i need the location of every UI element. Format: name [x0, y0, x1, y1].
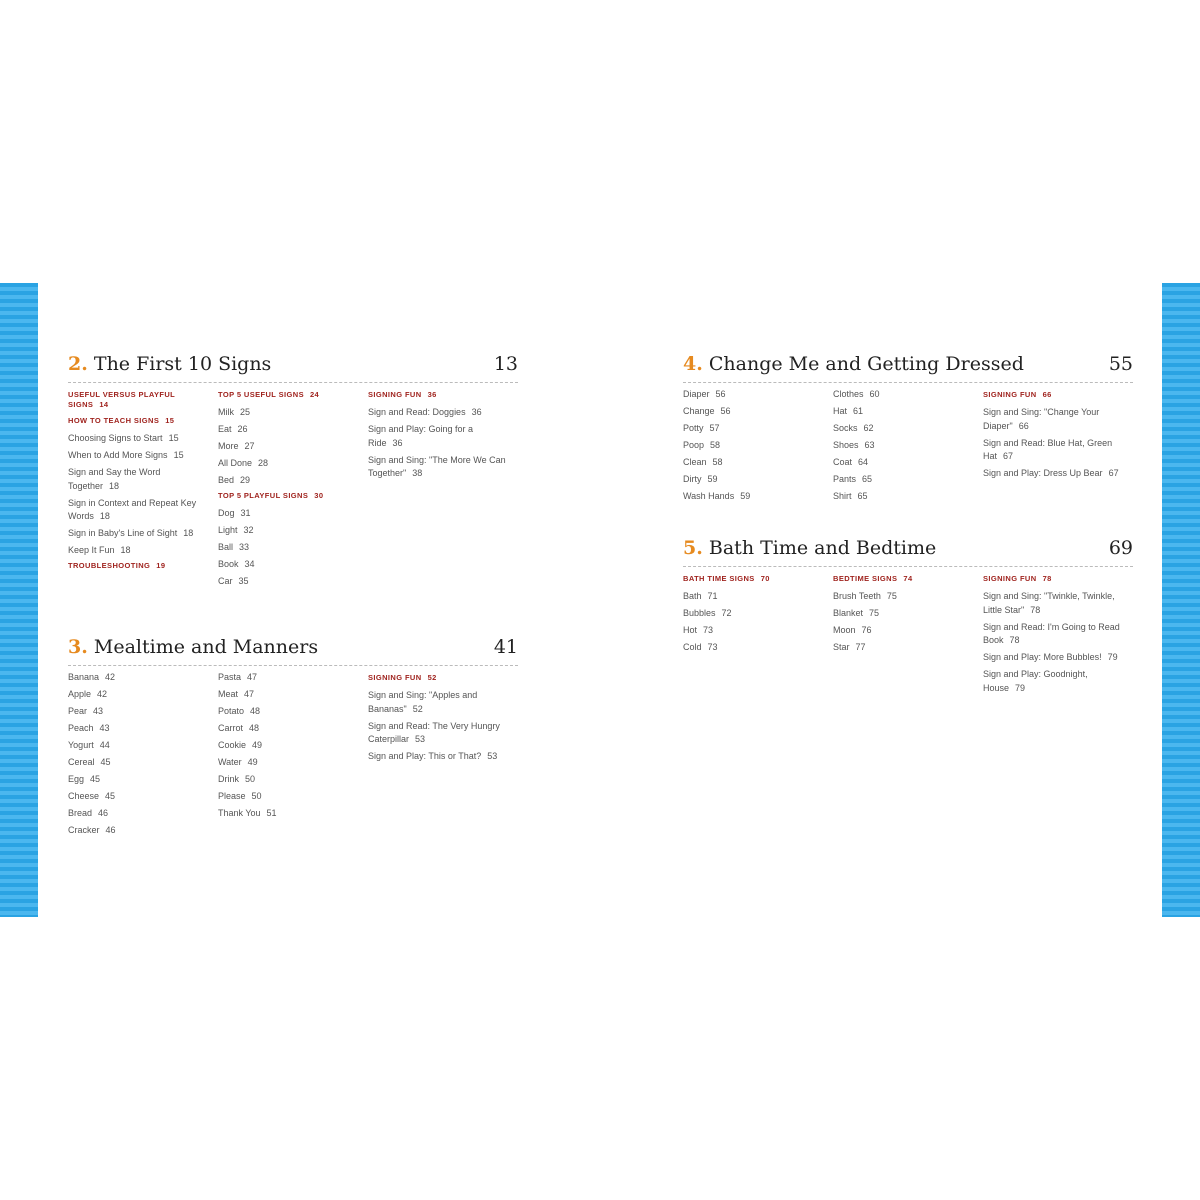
- toc-subheading[interactable]: [68, 416, 208, 426]
- toc-entry[interactable]: [368, 423, 508, 450]
- toc-entry-page: 52: [412, 703, 423, 714]
- toc-entry-page: 47: [244, 689, 255, 699]
- toc-subheading[interactable]: [683, 574, 823, 584]
- toc-entry-text: Sign and Read: The Very Hungry Caterpillar: [368, 720, 500, 744]
- toc-entry-page: 48: [250, 706, 261, 716]
- toc-entry[interactable]: [833, 590, 973, 604]
- chapter-heading: [683, 537, 1133, 567]
- toc-entry-text: TOP 5 USEFUL SIGNS: [218, 390, 304, 399]
- toc-entry-text: Bread: [68, 808, 93, 818]
- toc-entry-text: Bed: [218, 475, 235, 485]
- toc-entry-page: 63: [864, 440, 875, 450]
- toc-entry-page: 49: [247, 757, 258, 767]
- chapter-title-text: The First 10 Signs: [93, 353, 272, 375]
- toc-entry[interactable]: [833, 607, 973, 621]
- toc-entry-page: 26: [237, 424, 248, 434]
- toc-entry-text: Sign and Play: Dress Up Bear: [983, 468, 1103, 478]
- toc-entry[interactable]: [983, 651, 1123, 665]
- toc-column: [68, 671, 218, 841]
- toc-entry-text: Cookie: [218, 740, 247, 750]
- chapter-3: [68, 636, 518, 841]
- toc-entry[interactable]: [683, 456, 823, 470]
- toc-entry-page: 49: [252, 740, 263, 750]
- toc-entry-text: Brush Teeth: [833, 591, 881, 601]
- toc-entry-page: 53: [487, 751, 498, 761]
- toc-entry-page: 59: [740, 491, 751, 501]
- toc-entry-text: Dirty: [683, 474, 702, 484]
- toc-entry-text: Sign and Say the Word Together: [68, 467, 161, 491]
- toc-entry[interactable]: [368, 689, 508, 716]
- toc-entry[interactable]: [983, 406, 1123, 433]
- right-stripe-border: [1162, 283, 1200, 917]
- toc-entry-text: Sign and Read: I'm Going to Read Book: [983, 621, 1120, 645]
- chapter-number: 4.: [683, 353, 703, 375]
- toc-entry-page: 45: [90, 774, 101, 784]
- toc-entry-text: Ball: [218, 542, 234, 552]
- toc-entry-text: USEFUL VERSUS PLAYFUL SIGNS: [68, 390, 176, 409]
- toc-entry-text: TROUBLESHOOTING: [68, 561, 151, 570]
- toc-entry-page: 18: [120, 545, 131, 555]
- chapter-number: 5.: [683, 537, 703, 559]
- toc-entry-text: Keep It Fun: [68, 545, 115, 555]
- toc-entry-page: 66: [1042, 390, 1052, 399]
- toc-subheading[interactable]: [983, 390, 1123, 400]
- toc-subheading[interactable]: [218, 390, 358, 400]
- toc-entry[interactable]: [833, 456, 973, 470]
- toc-entry[interactable]: [68, 449, 208, 463]
- toc-entry-page: 34: [244, 559, 255, 569]
- toc-subheading[interactable]: [68, 390, 208, 410]
- toc-entry-text: All Done: [218, 458, 253, 468]
- toc-entry[interactable]: [218, 756, 358, 770]
- toc-entry-text: Meat: [218, 689, 239, 699]
- chapter-4: [683, 353, 1133, 507]
- toc-entry[interactable]: [218, 575, 358, 589]
- toc-entry-page: 59: [707, 474, 718, 484]
- toc-entry-page: 42: [105, 672, 116, 682]
- toc-entry[interactable]: [683, 590, 823, 604]
- toc-entry-text: Bubbles: [683, 608, 716, 618]
- toc-entry-page: 32: [243, 525, 254, 535]
- chapter-heading: [68, 636, 518, 666]
- toc-entry[interactable]: [683, 405, 823, 419]
- toc-column: [683, 388, 833, 507]
- toc-entry[interactable]: [368, 750, 508, 764]
- toc-entry-page: 78: [1009, 635, 1020, 645]
- toc-entry-text: Sign and Read: Doggies: [368, 407, 466, 417]
- toc-entry-page: 43: [93, 706, 104, 716]
- toc-entry[interactable]: [218, 705, 358, 719]
- toc-entry-page: 58: [712, 457, 723, 467]
- toc-column: [368, 671, 518, 841]
- toc-entry-text: Carrot: [218, 723, 244, 733]
- toc-entry[interactable]: [833, 388, 973, 402]
- chapter-columns: [683, 572, 1133, 699]
- chapter-title-text: Change Me and Getting Dressed: [708, 353, 1024, 375]
- toc-entry-page: 36: [427, 390, 437, 399]
- toc-entry[interactable]: [68, 688, 208, 702]
- toc-entry-page: 47: [247, 672, 258, 682]
- toc-entry[interactable]: [218, 671, 358, 685]
- toc-entry-page: 42: [97, 689, 108, 699]
- toc-entry-page: 56: [715, 389, 726, 399]
- toc-entry-text: Sign and Read: Blue Hat, Green Hat: [983, 437, 1113, 461]
- toc-entry-page: 61: [853, 406, 864, 416]
- toc-subheading[interactable]: [368, 673, 508, 683]
- toc-entry[interactable]: [218, 457, 358, 471]
- toc-entry[interactable]: [683, 490, 823, 504]
- toc-entry[interactable]: [68, 790, 208, 804]
- toc-entry-text: Sign and Sing: "Change Your Diaper": [983, 407, 1100, 431]
- toc-entry-text: Thank You: [218, 808, 261, 818]
- toc-entry-text: Eat: [218, 424, 232, 434]
- toc-entry-page: 43: [99, 723, 110, 733]
- toc-entry-page: 24: [309, 390, 320, 399]
- toc-entry[interactable]: [218, 722, 358, 736]
- toc-entry[interactable]: [68, 739, 208, 753]
- toc-entry-page: 78: [1042, 574, 1052, 583]
- toc-entry-page: 50: [251, 791, 262, 801]
- toc-entry[interactable]: [218, 739, 358, 753]
- toc-entry[interactable]: [68, 722, 208, 736]
- toc-entry-text: Clean: [683, 457, 707, 467]
- toc-column: [983, 572, 1133, 699]
- toc-entry-text: Yogurt: [68, 740, 94, 750]
- toc-entry-page: 71: [707, 591, 718, 601]
- chapter-title-text: Bath Time and Bedtime: [708, 537, 937, 559]
- toc-entry-page: 67: [1003, 451, 1014, 461]
- toc-column: [368, 388, 518, 592]
- toc-entry-text: Bath: [683, 591, 702, 601]
- toc-entry-page: 70: [760, 574, 770, 583]
- toc-entry-page: 38: [412, 468, 423, 478]
- toc-entry-page: 46: [105, 825, 116, 835]
- toc-entry-page: 56: [720, 406, 731, 416]
- chapter-columns: [68, 671, 518, 841]
- chapter-heading: [683, 353, 1133, 383]
- toc-entry-text: Poop: [683, 440, 705, 450]
- toc-entry-page: 15: [168, 433, 179, 443]
- toc-entry[interactable]: [833, 439, 973, 453]
- toc-entry[interactable]: [68, 773, 208, 787]
- toc-subheading[interactable]: [983, 574, 1123, 584]
- toc-entry[interactable]: [683, 607, 823, 621]
- toc-entry-text: Peach: [68, 723, 94, 733]
- toc-entry[interactable]: [218, 440, 358, 454]
- toc-entry[interactable]: [983, 590, 1123, 617]
- toc-entry[interactable]: [833, 641, 973, 655]
- toc-entry-text: Cheese: [68, 791, 100, 801]
- toc-entry-page: 28: [258, 458, 269, 468]
- toc-entry[interactable]: [683, 388, 823, 402]
- toc-entry-text: Change: [683, 406, 715, 416]
- toc-subheading[interactable]: [833, 574, 973, 584]
- toc-entry-page: 78: [1030, 604, 1041, 615]
- chapter-title: [683, 353, 1024, 375]
- toc-column: [683, 572, 833, 699]
- toc-entry[interactable]: [218, 524, 358, 538]
- chapter-page-number: 41: [493, 636, 518, 658]
- toc-entry[interactable]: [218, 541, 358, 555]
- book-spread: [0, 283, 1200, 917]
- toc-entry-page: 60: [869, 389, 880, 399]
- toc-entry-page: 33: [239, 542, 250, 552]
- toc-entry-text: Pear: [68, 706, 88, 716]
- chapter-page-number: 13: [493, 353, 518, 375]
- toc-entry[interactable]: [68, 807, 208, 821]
- toc-entry-page: 51: [266, 808, 277, 818]
- toc-entry-text: Sign and Play: This or That?: [368, 751, 482, 761]
- toc-entry-page: 62: [863, 423, 874, 433]
- toc-entry[interactable]: [218, 558, 358, 572]
- toc-entry[interactable]: [683, 473, 823, 487]
- toc-entry[interactable]: [218, 474, 358, 488]
- toc-entry-page: 31: [240, 508, 251, 518]
- toc-entry-text: SIGNING FUN: [368, 673, 422, 682]
- toc-subheading[interactable]: [218, 491, 358, 501]
- toc-entry[interactable]: [218, 423, 358, 437]
- toc-entry[interactable]: [68, 544, 208, 558]
- toc-entry-page: 77: [855, 642, 866, 652]
- toc-entry-text: Clothes: [833, 389, 864, 399]
- toc-entry-text: Dog: [218, 508, 235, 518]
- toc-entry-text: Hot: [683, 625, 698, 635]
- toc-entry-page: 73: [703, 625, 714, 635]
- toc-entry-page: 79: [1015, 682, 1026, 693]
- toc-entry[interactable]: [68, 705, 208, 719]
- toc-entry[interactable]: [683, 422, 823, 436]
- toc-column: [218, 671, 368, 841]
- toc-entry[interactable]: [683, 439, 823, 453]
- toc-entry-text: BEDTIME SIGNS: [833, 574, 898, 583]
- toc-column: [68, 388, 218, 592]
- toc-entry-text: Banana: [68, 672, 100, 682]
- toc-entry[interactable]: [683, 641, 823, 655]
- toc-entry[interactable]: [68, 466, 208, 493]
- toc-entry-text: SIGNING FUN: [983, 390, 1037, 399]
- toc-entry-page: 35: [238, 576, 249, 586]
- toc-entry-text: Choosing Signs to Start: [68, 433, 163, 443]
- toc-entry[interactable]: [218, 688, 358, 702]
- toc-entry[interactable]: [68, 671, 208, 685]
- toc-entry-text: Sign and Sing: "Apples and Bananas": [368, 690, 478, 714]
- toc-entry-text: Sign and Play: Going for a Ride: [368, 424, 474, 448]
- toc-entry-text: Pasta: [218, 672, 242, 682]
- toc-entry-page: 18: [183, 528, 194, 538]
- toc-entry-page: 15: [165, 416, 175, 425]
- toc-entry-text: More: [218, 441, 239, 451]
- toc-entry-page: 48: [249, 723, 260, 733]
- toc-entry-page: 67: [1108, 468, 1119, 478]
- chapter-columns: [68, 388, 518, 592]
- toc-entry-page: 45: [105, 791, 116, 801]
- chapter-heading: [68, 353, 518, 383]
- toc-entry-text: Light: [218, 525, 238, 535]
- toc-entry-text: Moon: [833, 625, 856, 635]
- toc-entry[interactable]: [368, 406, 508, 420]
- toc-entry-text: HOW TO TEACH SIGNS: [68, 416, 160, 425]
- toc-entry-text: TOP 5 PLAYFUL SIGNS: [218, 491, 309, 500]
- toc-entry[interactable]: [683, 624, 823, 638]
- toc-entry-text: BATH TIME SIGNS: [683, 574, 755, 583]
- toc-entry-page: 27: [244, 441, 255, 451]
- toc-entry-page: 50: [245, 774, 256, 784]
- chapter-2: [68, 353, 518, 592]
- toc-entry-text: Cracker: [68, 825, 100, 835]
- toc-entry-page: 19: [156, 561, 166, 570]
- toc-entry-text: Sign in Baby's Line of Sight: [68, 528, 178, 538]
- toc-entry-page: 74: [903, 574, 913, 583]
- toc-entry-text: Egg: [68, 774, 85, 784]
- toc-entry[interactable]: [68, 527, 208, 541]
- toc-entry-text: When to Add More Signs: [68, 450, 168, 460]
- toc-entry[interactable]: [983, 467, 1123, 481]
- toc-entry-page: 53: [415, 734, 426, 744]
- chapter-title: [68, 353, 271, 375]
- toc-entry-page: 76: [861, 625, 872, 635]
- toc-entry[interactable]: [68, 824, 208, 838]
- toc-entry-page: 29: [240, 475, 251, 485]
- toc-entry-page: 79: [1107, 652, 1118, 662]
- toc-entry-page: 25: [240, 407, 251, 417]
- toc-entry-text: SIGNING FUN: [368, 390, 422, 399]
- toc-entry[interactable]: [983, 668, 1123, 695]
- toc-entry-page: 65: [857, 491, 868, 501]
- toc-entry-page: 52: [427, 673, 437, 682]
- toc-entry-text: Wash Hands: [683, 491, 735, 501]
- toc-subheading[interactable]: [68, 561, 208, 571]
- toc-entry[interactable]: [218, 406, 358, 420]
- toc-entry-text: Blanket: [833, 608, 864, 618]
- toc-entry-page: 46: [98, 808, 109, 818]
- toc-entry-page: 30: [314, 491, 324, 500]
- toc-entry-text: Please: [218, 791, 246, 801]
- toc-entry-page: 64: [858, 457, 869, 467]
- toc-entry-page: 36: [392, 437, 403, 448]
- toc-entry-text: Milk: [218, 407, 234, 417]
- toc-entry-page: 18: [109, 480, 120, 491]
- toc-entry[interactable]: [68, 432, 208, 446]
- toc-entry-text: Cold: [683, 642, 702, 652]
- toc-entry-text: Shirt: [833, 491, 852, 501]
- toc-entry-page: 14: [99, 400, 109, 409]
- toc-entry-page: 44: [99, 740, 110, 750]
- toc-entry-text: Apple: [68, 689, 92, 699]
- toc-entry-text: Drink: [218, 774, 240, 784]
- toc-entry[interactable]: [833, 490, 973, 504]
- toc-entry[interactable]: [833, 405, 973, 419]
- chapter-number: 2.: [68, 353, 88, 375]
- chapter-title-text: Mealtime and Manners: [93, 636, 319, 658]
- toc-entry-text: Sign and Play: Goodnight, House: [983, 669, 1088, 693]
- toc-entry[interactable]: [68, 497, 208, 524]
- chapter-5: [683, 537, 1133, 699]
- chapter-page-number: 69: [1108, 537, 1133, 559]
- toc-entry[interactable]: [833, 624, 973, 638]
- toc-entry-page: 65: [862, 474, 873, 484]
- toc-entry-page: 73: [707, 642, 718, 652]
- toc-column: [218, 388, 368, 592]
- toc-entry-page: 57: [709, 423, 720, 433]
- toc-entry-text: Sign in Context and Repeat Key Words: [68, 497, 197, 521]
- toc-entry-text: Sign and Sing: "The More We Can Together": [368, 454, 506, 478]
- toc-entry[interactable]: [368, 720, 508, 747]
- toc-entry-page: 75: [886, 591, 897, 601]
- toc-entry-page: 18: [99, 511, 110, 521]
- toc-entry-text: Hat: [833, 406, 848, 416]
- toc-entry[interactable]: [983, 437, 1123, 464]
- toc-entry-text: Book: [218, 559, 239, 569]
- toc-entry-text: Sign and Sing: "Twinkle, Twinkle, Little Star": [983, 591, 1115, 615]
- toc-column: [833, 572, 983, 699]
- toc-entry-page: 75: [869, 608, 880, 618]
- toc-entry-text: Water: [218, 757, 242, 767]
- toc-entry[interactable]: [833, 473, 973, 487]
- toc-entry[interactable]: [833, 422, 973, 436]
- toc-entry-page: 72: [721, 608, 732, 618]
- chapter-title: [683, 537, 936, 559]
- chapter-title: [68, 636, 318, 658]
- toc-entry-text: Socks: [833, 423, 858, 433]
- toc-column: [983, 388, 1133, 507]
- toc-entry-text: Potato: [218, 706, 245, 716]
- toc-entry-page: 36: [471, 407, 482, 417]
- toc-entry-text: Star: [833, 642, 850, 652]
- chapter-page-number: 55: [1108, 353, 1133, 375]
- toc-entry-text: Car: [218, 576, 233, 586]
- toc-entry-text: Pants: [833, 474, 857, 484]
- toc-entry-page: 66: [1018, 420, 1029, 431]
- toc-entry-page: 45: [100, 757, 111, 767]
- toc-entry[interactable]: [68, 756, 208, 770]
- chapter-columns: [683, 388, 1133, 507]
- toc-entry-text: Sign and Play: More Bubbles!: [983, 652, 1102, 662]
- toc-entry-text: SIGNING FUN: [983, 574, 1037, 583]
- toc-entry-page: 15: [173, 450, 184, 460]
- toc-entry[interactable]: [218, 807, 358, 821]
- toc-subheading[interactable]: [368, 390, 508, 400]
- toc-entry[interactable]: [218, 773, 358, 787]
- toc-entry[interactable]: [983, 621, 1123, 648]
- toc-entry-page: 58: [710, 440, 721, 450]
- toc-entry-text: Cereal: [68, 757, 95, 767]
- chapter-number: 3.: [68, 636, 88, 658]
- toc-entry-text: Coat: [833, 457, 853, 467]
- toc-entry-text: Shoes: [833, 440, 859, 450]
- toc-entry[interactable]: [218, 790, 358, 804]
- toc-entry-text: Diaper: [683, 389, 710, 399]
- toc-entry[interactable]: [218, 507, 358, 521]
- toc-entry-text: Potty: [683, 423, 704, 433]
- toc-entry[interactable]: [368, 454, 508, 481]
- left-stripe-border: [0, 283, 38, 917]
- toc-column: [833, 388, 983, 507]
